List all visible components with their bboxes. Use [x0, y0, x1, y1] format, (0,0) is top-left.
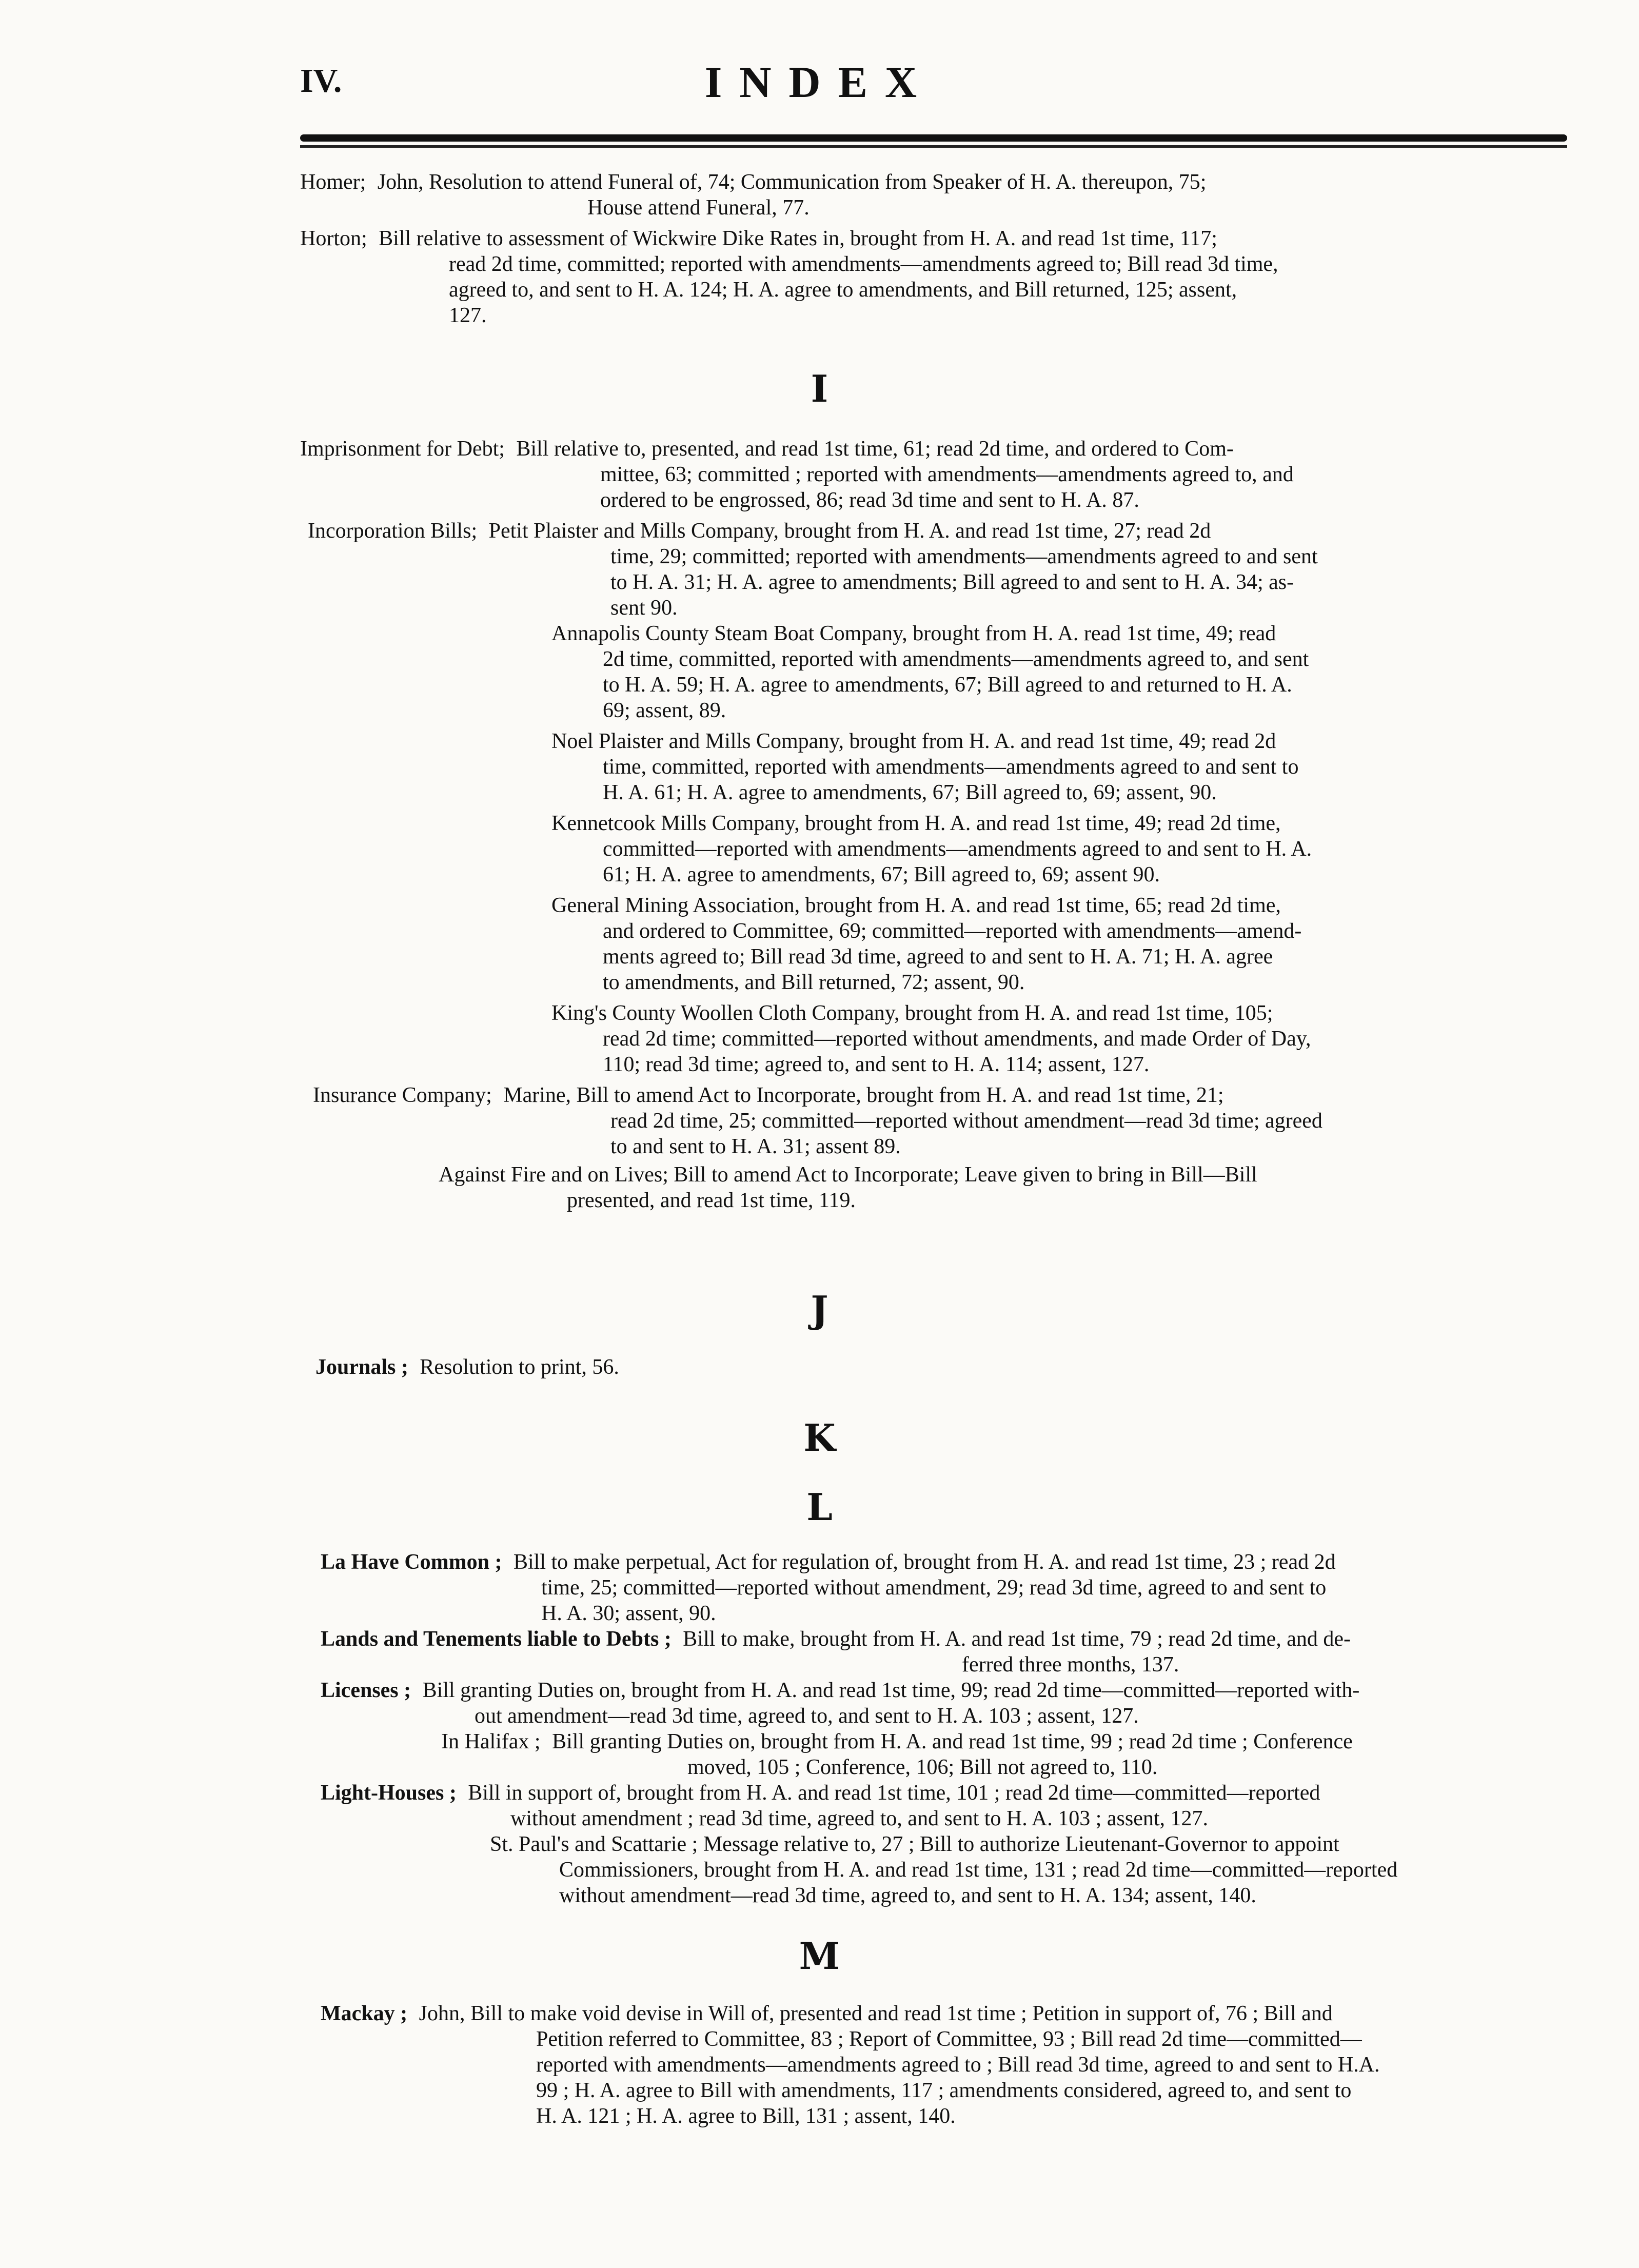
entry-continuation: to and sent to H. A. 31; assent 89.: [610, 1135, 901, 1158]
entry-heading: Homer;: [300, 170, 371, 194]
index-entry: [321, 1626, 1580, 1678]
entry-continuation: read 2d time, 25; committed—reported without amendment—read 3d time; agreed: [610, 1109, 1322, 1133]
index-entry: [551, 893, 1580, 995]
entry-heading: Licenses ;: [321, 1679, 417, 1702]
entry-continuation: 110; read 3d time; agreed to, and sent to H. A. 114; assent, 127.: [603, 1053, 1150, 1076]
entry-continuation: ordered to be engrossed, 86; read 3d time and sent to H. A. 87.: [600, 488, 1139, 512]
index-entry: [321, 2001, 1580, 2129]
entry-continuation: to H. A. 31; H. A. agree to amendments; Bill agreed to and sent to H. A. 34; as-: [610, 570, 1294, 594]
entry-continuation: read 2d time; committed—reported without amendments, and made Order of Day,: [603, 1027, 1311, 1051]
index-entry: [300, 436, 1580, 513]
entry-heading: Journals ;: [315, 1355, 414, 1379]
entry-text: Petit Plaister and Mills Company, brought from H. A. and read 1st time, 27; read 2d: [488, 519, 1211, 543]
entry-continuation: ments agreed to; Bill read 3d time, agreed to and sent to H. A. 71; H. A. agree: [603, 945, 1273, 969]
entry-text: Bill to make, brought from H. A. and read 1st time, 79 ; read 2d time, and de-: [683, 1627, 1351, 1651]
entry-text: Bill granting Duties on, brought from H. A. and read 1st time, 99 ; read 2d time ; Conference: [552, 1730, 1353, 1753]
entry-heading: Incorporation Bills;: [308, 519, 483, 543]
entry-continuation: H. A. 61; H. A. agree to amendments, 67; Bill agreed to, 69; assent, 90.: [603, 781, 1217, 804]
index-entry: [551, 621, 1580, 723]
entry-continuation: time, committed, reported with amendments—amendments agreed to and sent to: [603, 755, 1299, 779]
entry-heading: Imprisonment for Debt;: [300, 437, 510, 461]
entry-continuation: read 2d time, committed; reported with amendments—amendments agreed to; Bill read 3d time,: [449, 252, 1278, 276]
entry-continuation: mittee, 63; committed ; reported with amendments—amendments agreed to, and: [600, 463, 1294, 486]
entry-text: Against Fire and on Lives; Bill to amend Act to Incorporate; Leave given to bring in Bill—Bill: [439, 1163, 1257, 1187]
entry-continuation: ferred three months, 137.: [962, 1653, 1179, 1677]
entry-continuation: presented, and read 1st time, 119.: [567, 1189, 856, 1212]
index-entry: [300, 226, 1580, 328]
index-entry: [490, 1831, 1580, 1908]
index-entry: [551, 811, 1580, 888]
index-entry: [308, 518, 1580, 621]
index-entry: [441, 1729, 1580, 1780]
entry-continuation: H. A. 121 ; H. A. agree to Bill, 131 ; assent, 140.: [536, 2104, 956, 2128]
entry-text: Bill relative to assessment of Wickwire Dike Rates in, brought from H. A. and read 1st time, 117;: [379, 227, 1217, 250]
index-entry: [300, 169, 1580, 221]
entry-text: Bill relative to, presented, and read 1st time, 61; read 2d time, and ordered to Com-: [516, 437, 1234, 461]
entry-text: Bill granting Duties on, brought from H. A. and read 1st time, 99; read 2d time—committed—reported with-: [422, 1679, 1360, 1702]
entry-continuation: House attend Funeral, 77.: [587, 196, 809, 220]
entry-heading: Mackay ;: [321, 2002, 413, 2025]
entry-continuation: moved, 105 ; Conference, 106; Bill not agreed to, 110.: [687, 1756, 1158, 1779]
index-entry: [321, 1549, 1580, 1626]
entry-continuation: 99 ; H. A. agree to Bill with amendments, 117 ; amendments considered, agreed to, and sent to: [536, 2079, 1352, 2102]
entry-continuation: H. A. 30; assent, 90.: [541, 1602, 716, 1625]
entry-text: Marine, Bill to amend Act to Incorporate, brought from H. A. and read 1st time, 21;: [503, 1083, 1224, 1107]
entry-continuation: Commissioners, brought from H. A. and read 1st time, 131 ; read 2d time—committed—reported: [559, 1858, 1398, 1882]
header-rule: [300, 134, 1567, 142]
entry-heading: Insurance Company;: [313, 1083, 498, 1107]
entry-continuation: committed—reported with amendments—amendments agreed to and sent to H. A.: [603, 837, 1312, 861]
entry-continuation: without amendment—read 3d time, agreed to, and sent to H. A. 134; assent, 140.: [559, 1884, 1256, 1907]
entry-continuation: out amendment—read 3d time, agreed to, and sent to H. A. 103 ; assent, 127.: [475, 1704, 1139, 1728]
entry-text: King's County Woollen Cloth Company, brought from H. A. and read 1st time, 105;: [551, 1001, 1273, 1025]
section-letter-m: M: [799, 1934, 840, 1978]
entry-continuation: Petition referred to Committee, 83 ; Report of Committee, 93 ; Bill read 2d time—committed—: [536, 2027, 1362, 2051]
entry-continuation: time, 25; committed—reported without amendment, 29; read 3d time, agreed to and sent to: [541, 1576, 1327, 1600]
entry-continuation: 69; assent, 89.: [603, 699, 726, 722]
entry-heading: Lands and Tenements liable to Debts ;: [321, 1627, 677, 1651]
entry-continuation: to amendments, and Bill returned, 72; assent, 90.: [603, 971, 1025, 994]
index-entry: [321, 1780, 1580, 1831]
page-title: INDEX: [704, 57, 935, 107]
entry-heading: In Halifax ;: [441, 1730, 546, 1753]
index-entry: [315, 1354, 1580, 1380]
index-entry: [313, 1082, 1580, 1159]
entry-text: Bill to make perpetual, Act for regulation of, brought from H. A. and read 1st time, 23 ; read 2d: [513, 1550, 1336, 1574]
entry-heading: Light-Houses ;: [321, 1781, 462, 1805]
entry-text: Kennetcook Mills Company, brought from H. A. and read 1st time, 49; read 2d time,: [551, 812, 1281, 835]
entry-heading: Horton;: [300, 227, 373, 250]
index-entry: [551, 728, 1580, 805]
entry-continuation: 61; H. A. agree to amendments, 67; Bill agreed to, 69; assent 90.: [603, 863, 1160, 886]
entry-heading: La Have Common ;: [321, 1550, 507, 1574]
entry-text: Noel Plaister and Mills Company, brought from H. A. and read 1st time, 49; read 2d: [551, 729, 1276, 753]
entry-continuation: 2d time, committed, reported with amendments—amendments agreed to, and sent: [603, 647, 1309, 671]
entry-continuation: sent 90.: [610, 596, 678, 620]
entry-continuation: 127.: [449, 304, 487, 327]
entry-continuation: to H. A. 59; H. A. agree to amendments, 67; Bill agreed to and returned to H. A.: [603, 673, 1292, 697]
entry-continuation: time, 29; committed; reported with amendments—amendments agreed to and sent: [610, 545, 1318, 568]
index-entry: [551, 1000, 1580, 1077]
entry-continuation: without amendment ; read 3d time, agreed to, and sent to H. A. 103 ; assent, 127.: [510, 1807, 1209, 1830]
entry-text: John, Bill to make void devise in Will of, presented and read 1st time ; Petition in support of, 76 ; Bill and: [419, 2002, 1333, 2025]
section-letter-k: K: [803, 1416, 836, 1460]
entry-text: Bill in support of, brought from H. A. and read 1st time, 101 ; read 2d time—committed—reported: [468, 1781, 1320, 1805]
index-entry: [439, 1162, 1580, 1213]
section-letter-i: I: [811, 367, 828, 410]
entry-text: Resolution to print, 56.: [420, 1355, 619, 1379]
entry-continuation: and ordered to Committee, 69; committed—reported with amendments—amend-: [603, 919, 1302, 943]
entry-text: Annapolis County Steam Boat Company, brought from H. A. read 1st time, 49; read: [551, 622, 1276, 645]
entry-continuation: agreed to, and sent to H. A. 124; H. A. agree to amendments, and Bill returned, 125; assent,: [449, 278, 1237, 302]
index-entry: [321, 1678, 1580, 1729]
header-rule-thin: [300, 145, 1567, 148]
entry-continuation: reported with amendments—amendments agreed to ; Bill read 3d time, agreed to and sent to H.A.: [536, 2053, 1380, 2077]
entry-text: General Mining Association, brought from H. A. and read 1st time, 65; read 2d time,: [551, 894, 1281, 917]
entry-text: John, Resolution to attend Funeral of, 74; Communication from Speaker of H. A. thereupon, 75;: [377, 170, 1207, 194]
entry-text: St. Paul's and Scattarie ; Message relative to, 27 ; Bill to authorize Lieutenant-Governor to appoint: [490, 1832, 1339, 1856]
section-letter-j: J: [811, 1288, 828, 1331]
section-letter-l: L: [806, 1485, 833, 1529]
page-number: IV.: [300, 62, 342, 100]
